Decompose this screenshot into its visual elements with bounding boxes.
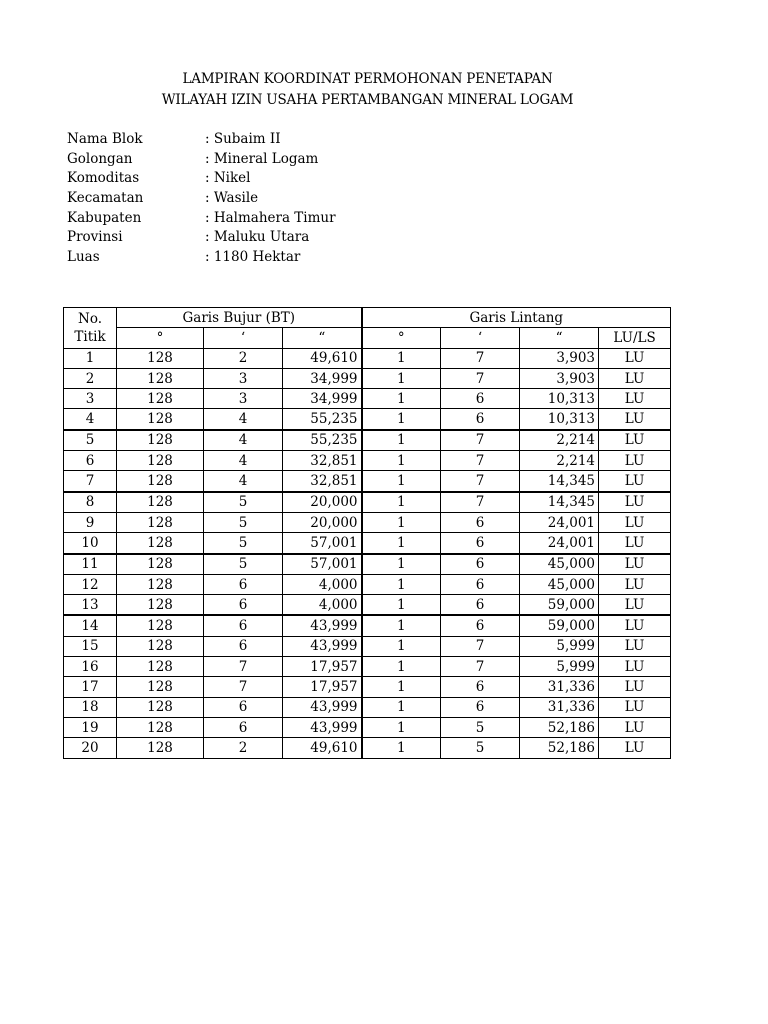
cell-bujur-minute: 5 xyxy=(204,492,283,513)
info-label: Golongan xyxy=(67,150,133,167)
cell-lu-ls: LU xyxy=(599,574,671,594)
cell-titik: 17 xyxy=(64,677,117,697)
cell-bujur-degree: 128 xyxy=(117,409,204,430)
cell-bujur-minute: 4 xyxy=(204,471,283,492)
table-row xyxy=(64,574,671,594)
info-label: Kabupaten xyxy=(67,209,142,226)
table-subheader-row xyxy=(64,328,671,348)
cell-bujur-minute: 3 xyxy=(204,368,283,388)
cell-bujur-degree: 128 xyxy=(117,533,204,554)
cell-bujur-minute: 2 xyxy=(204,738,283,758)
table-row xyxy=(64,697,671,717)
cell-lu-ls: LU xyxy=(599,697,671,717)
cell-lintang-minute: 7 xyxy=(441,657,520,677)
cell-titik: 9 xyxy=(64,512,117,532)
cell-lintang-second: 52,186 xyxy=(520,738,599,758)
cell-lintang-degree: 1 xyxy=(362,512,441,532)
cell-lu-ls: LU xyxy=(599,533,671,554)
cell-lintang-second: 14,345 xyxy=(520,471,599,492)
cell-lintang-second: 59,000 xyxy=(520,595,599,616)
cell-bujur-second: 55,235 xyxy=(283,409,362,430)
cell-lintang-second: 24,001 xyxy=(520,533,599,554)
cell-lu-ls: LU xyxy=(599,554,671,575)
cell-bujur-second: 57,001 xyxy=(283,554,362,575)
cell-bujur-degree: 128 xyxy=(117,368,204,388)
cell-lintang-degree: 1 xyxy=(362,738,441,758)
cell-bujur-degree: 128 xyxy=(117,348,204,368)
cell-titik: 5 xyxy=(64,430,117,451)
cell-bujur-second: 4,000 xyxy=(283,574,362,594)
cell-lintang-minute: 6 xyxy=(441,595,520,616)
cell-titik: 11 xyxy=(64,554,117,575)
table-row xyxy=(64,533,671,554)
cell-lintang-degree: 1 xyxy=(362,451,441,471)
cell-lintang-second: 59,000 xyxy=(520,615,599,636)
table-row xyxy=(64,389,671,409)
cell-bujur-degree: 128 xyxy=(117,492,204,513)
info-label: Komoditas xyxy=(67,170,140,187)
cell-titik: 15 xyxy=(64,636,117,656)
document-title-line-1: LAMPIRAN KOORDINAT PERMOHONAN PENETAPAN xyxy=(182,71,553,87)
cell-lintang-minute: 7 xyxy=(441,348,520,368)
cell-bujur-second: 34,999 xyxy=(283,368,362,388)
cell-lintang-minute: 6 xyxy=(441,389,520,409)
cell-bujur-minute: 6 xyxy=(204,574,283,594)
table-row xyxy=(64,554,671,575)
subheader-bujur-minute: ‘ xyxy=(204,328,283,348)
cell-lintang-degree: 1 xyxy=(362,717,441,737)
cell-bujur-degree: 128 xyxy=(117,657,204,677)
cell-lintang-minute: 6 xyxy=(441,512,520,532)
cell-lintang-second: 45,000 xyxy=(520,574,599,594)
info-value: : Nikel xyxy=(205,170,251,187)
cell-lintang-degree: 1 xyxy=(362,677,441,697)
cell-bujur-minute: 5 xyxy=(204,533,283,554)
cell-bujur-degree: 128 xyxy=(117,738,204,758)
cell-bujur-minute: 6 xyxy=(204,697,283,717)
cell-lu-ls: LU xyxy=(599,471,671,492)
cell-bujur-second: 17,957 xyxy=(283,677,362,697)
table-row xyxy=(64,677,671,697)
info-value: : Wasile xyxy=(205,190,259,207)
cell-lintang-minute: 7 xyxy=(441,471,520,492)
cell-bujur-minute: 4 xyxy=(204,451,283,471)
cell-lintang-minute: 7 xyxy=(441,636,520,656)
header-no: No. xyxy=(78,310,102,327)
cell-lintang-degree: 1 xyxy=(362,657,441,677)
header-garis-lintang: Garis Lintang xyxy=(362,308,671,328)
cell-lintang-degree: 1 xyxy=(362,697,441,717)
subheader-lintang-minute: ‘ xyxy=(441,328,520,348)
cell-lu-ls: LU xyxy=(599,451,671,471)
cell-bujur-second: 49,610 xyxy=(283,348,362,368)
cell-bujur-degree: 128 xyxy=(117,615,204,636)
cell-lintang-degree: 1 xyxy=(362,348,441,368)
cell-bujur-second: 57,001 xyxy=(283,533,362,554)
cell-bujur-minute: 5 xyxy=(204,554,283,575)
table-row xyxy=(64,492,671,513)
table-row xyxy=(64,636,671,656)
cell-lintang-minute: 5 xyxy=(441,717,520,737)
cell-bujur-second: 20,000 xyxy=(283,492,362,513)
info-label: Kecamatan xyxy=(67,190,144,207)
cell-lu-ls: LU xyxy=(599,657,671,677)
cell-lintang-degree: 1 xyxy=(362,471,441,492)
cell-titik: 7 xyxy=(64,471,117,492)
cell-bujur-degree: 128 xyxy=(117,512,204,532)
cell-titik: 19 xyxy=(64,717,117,737)
cell-bujur-minute: 4 xyxy=(204,430,283,451)
cell-lintang-degree: 1 xyxy=(362,430,441,451)
info-label: Provinsi xyxy=(67,229,123,246)
cell-lintang-second: 14,345 xyxy=(520,492,599,513)
table-row xyxy=(64,595,671,616)
cell-titik: 10 xyxy=(64,533,117,554)
cell-lintang-second: 31,336 xyxy=(520,697,599,717)
cell-lu-ls: LU xyxy=(599,738,671,758)
cell-lintang-second: 10,313 xyxy=(520,409,599,430)
cell-bujur-degree: 128 xyxy=(117,574,204,594)
cell-lintang-minute: 6 xyxy=(441,554,520,575)
cell-lintang-second: 10,313 xyxy=(520,389,599,409)
cell-bujur-minute: 7 xyxy=(204,677,283,697)
cell-bujur-degree: 128 xyxy=(117,471,204,492)
cell-titik: 8 xyxy=(64,492,117,513)
cell-lintang-second: 2,214 xyxy=(520,451,599,471)
cell-bujur-second: 4,000 xyxy=(283,595,362,616)
cell-lintang-degree: 1 xyxy=(362,636,441,656)
cell-lintang-degree: 1 xyxy=(362,409,441,430)
cell-titik: 12 xyxy=(64,574,117,594)
cell-bujur-second: 32,851 xyxy=(283,451,362,471)
cell-lintang-second: 3,903 xyxy=(520,348,599,368)
cell-bujur-second: 43,999 xyxy=(283,697,362,717)
cell-titik: 18 xyxy=(64,697,117,717)
subheader-bujur-degree: ° xyxy=(117,328,204,348)
table-row xyxy=(64,738,671,758)
cell-lintang-second: 45,000 xyxy=(520,554,599,575)
cell-lu-ls: LU xyxy=(599,636,671,656)
cell-lu-ls: LU xyxy=(599,368,671,388)
cell-bujur-second: 34,999 xyxy=(283,389,362,409)
info-value: : Maluku Utara xyxy=(205,229,310,246)
table-row xyxy=(64,368,671,388)
cell-lintang-degree: 1 xyxy=(362,368,441,388)
cell-bujur-second: 17,957 xyxy=(283,657,362,677)
table-header-row xyxy=(64,308,671,328)
cell-bujur-second: 49,610 xyxy=(283,738,362,758)
cell-titik: 3 xyxy=(64,389,117,409)
subheader-lintang-degree: ° xyxy=(362,328,441,348)
cell-lu-ls: LU xyxy=(599,348,671,368)
cell-titik: 20 xyxy=(64,738,117,758)
info-value: : Mineral Logam xyxy=(205,150,319,167)
cell-titik: 1 xyxy=(64,348,117,368)
table-row xyxy=(64,717,671,737)
table-row xyxy=(64,512,671,532)
cell-lintang-degree: 1 xyxy=(362,574,441,594)
coordinate-table xyxy=(63,307,671,759)
header-titik: Titik xyxy=(74,328,106,345)
cell-lintang-minute: 6 xyxy=(441,533,520,554)
table-row xyxy=(64,451,671,471)
cell-lintang-minute: 7 xyxy=(441,451,520,471)
cell-bujur-second: 20,000 xyxy=(283,512,362,532)
cell-bujur-minute: 4 xyxy=(204,409,283,430)
table-body xyxy=(64,348,671,758)
info-label: Nama Blok xyxy=(67,131,143,147)
cell-lintang-minute: 7 xyxy=(441,492,520,513)
info-value: : Halmahera Timur xyxy=(205,209,336,226)
table-row xyxy=(64,471,671,492)
cell-bujur-second: 43,999 xyxy=(283,636,362,656)
cell-lu-ls: LU xyxy=(599,389,671,409)
subheader-bujur-second: “ xyxy=(283,328,362,348)
cell-lintang-degree: 1 xyxy=(362,533,441,554)
cell-bujur-degree: 128 xyxy=(117,697,204,717)
cell-bujur-second: 55,235 xyxy=(283,430,362,451)
cell-lintang-minute: 6 xyxy=(441,574,520,594)
cell-bujur-minute: 3 xyxy=(204,389,283,409)
table-row xyxy=(64,615,671,636)
table-row xyxy=(64,348,671,368)
cell-bujur-minute: 7 xyxy=(204,657,283,677)
info-value: : 1180 Hektar xyxy=(205,249,301,266)
cell-bujur-second: 43,999 xyxy=(283,717,362,737)
header-garis-bujur: Garis Bujur (BT) xyxy=(117,308,362,328)
cell-lintang-minute: 6 xyxy=(441,615,520,636)
cell-bujur-minute: 6 xyxy=(204,717,283,737)
cell-bujur-second: 32,851 xyxy=(283,471,362,492)
cell-bujur-minute: 6 xyxy=(204,636,283,656)
cell-bujur-minute: 6 xyxy=(204,595,283,616)
cell-lintang-second: 5,999 xyxy=(520,657,599,677)
cell-lintang-second: 52,186 xyxy=(520,717,599,737)
cell-lintang-second: 2,214 xyxy=(520,430,599,451)
cell-bujur-degree: 128 xyxy=(117,451,204,471)
cell-lintang-minute: 6 xyxy=(441,409,520,430)
subheader-lu-ls: LU/LS xyxy=(599,328,671,348)
cell-lintang-minute: 7 xyxy=(441,430,520,451)
cell-lintang-degree: 1 xyxy=(362,615,441,636)
cell-lu-ls: LU xyxy=(599,430,671,451)
cell-bujur-degree: 128 xyxy=(117,677,204,697)
cell-lu-ls: LU xyxy=(599,492,671,513)
cell-lu-ls: LU xyxy=(599,615,671,636)
cell-bujur-minute: 5 xyxy=(204,512,283,532)
cell-bujur-degree: 128 xyxy=(117,389,204,409)
cell-lintang-minute: 6 xyxy=(441,677,520,697)
table-row xyxy=(64,657,671,677)
cell-titik: 14 xyxy=(64,615,117,636)
cell-lu-ls: LU xyxy=(599,409,671,430)
cell-lintang-second: 31,336 xyxy=(520,677,599,697)
cell-lintang-second: 24,001 xyxy=(520,512,599,532)
cell-lintang-degree: 1 xyxy=(362,554,441,575)
cell-bujur-second: 43,999 xyxy=(283,615,362,636)
cell-bujur-degree: 128 xyxy=(117,430,204,451)
cell-lintang-second: 3,903 xyxy=(520,368,599,388)
cell-lintang-degree: 1 xyxy=(362,492,441,513)
info-label: Luas xyxy=(67,249,100,266)
table-row xyxy=(64,409,671,430)
cell-lu-ls: LU xyxy=(599,512,671,532)
cell-bujur-degree: 128 xyxy=(117,717,204,737)
table-row xyxy=(64,430,671,451)
cell-lintang-minute: 5 xyxy=(441,738,520,758)
cell-bujur-minute: 2 xyxy=(204,348,283,368)
cell-lintang-minute: 6 xyxy=(441,697,520,717)
info-value: : Subaim II xyxy=(205,131,281,147)
cell-lintang-degree: 1 xyxy=(362,389,441,409)
cell-lu-ls: LU xyxy=(599,595,671,616)
cell-titik: 16 xyxy=(64,657,117,677)
document-title-line-2: WILAYAH IZIN USAHA PERTAMBANGAN MINERAL LOGAM xyxy=(161,92,574,108)
cell-lintang-minute: 7 xyxy=(441,368,520,388)
cell-titik: 4 xyxy=(64,409,117,430)
cell-bujur-degree: 128 xyxy=(117,554,204,575)
cell-bujur-degree: 128 xyxy=(117,595,204,616)
cell-lintang-degree: 1 xyxy=(362,595,441,616)
cell-titik: 6 xyxy=(64,451,117,471)
cell-lintang-second: 5,999 xyxy=(520,636,599,656)
header-no-titik xyxy=(64,308,117,349)
subheader-lintang-second: “ xyxy=(520,328,599,348)
cell-titik: 13 xyxy=(64,595,117,616)
cell-bujur-minute: 6 xyxy=(204,615,283,636)
cell-bujur-degree: 128 xyxy=(117,636,204,656)
cell-lu-ls: LU xyxy=(599,677,671,697)
cell-titik: 2 xyxy=(64,368,117,388)
cell-lu-ls: LU xyxy=(599,717,671,737)
